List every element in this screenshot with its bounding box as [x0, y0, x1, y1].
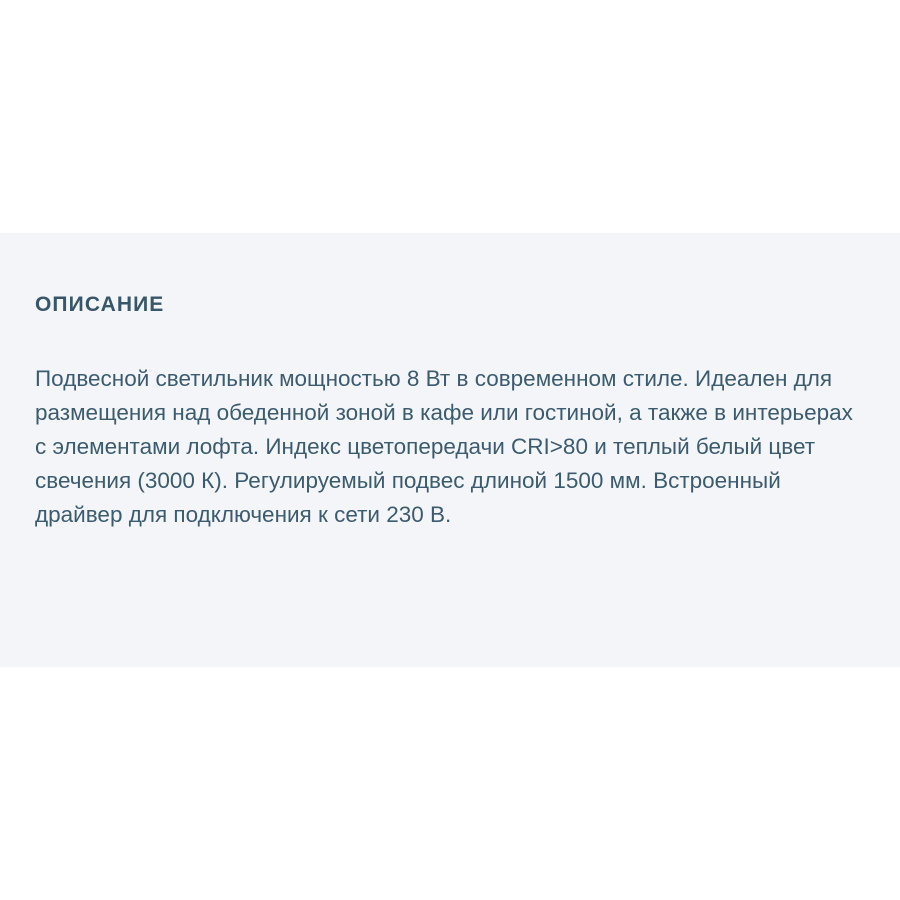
page-title: ОПИСАНИЕ: [35, 293, 165, 316]
description-panel: [0, 233, 900, 667]
description-text: Подвесной светильник мощностью 8 Вт в современном стиле. Идеален для размещения над обеденной зоной в кафе или гостиной, а также в интерьерах с элементами лофта. Индекс цветопередачи CRI>80 и теплый белый цвет свечения (3000 К). Регулируемый подвес длиной 1500 мм. Встроенный драйвер для подключения к сети 230 В.: [35, 366, 853, 528]
